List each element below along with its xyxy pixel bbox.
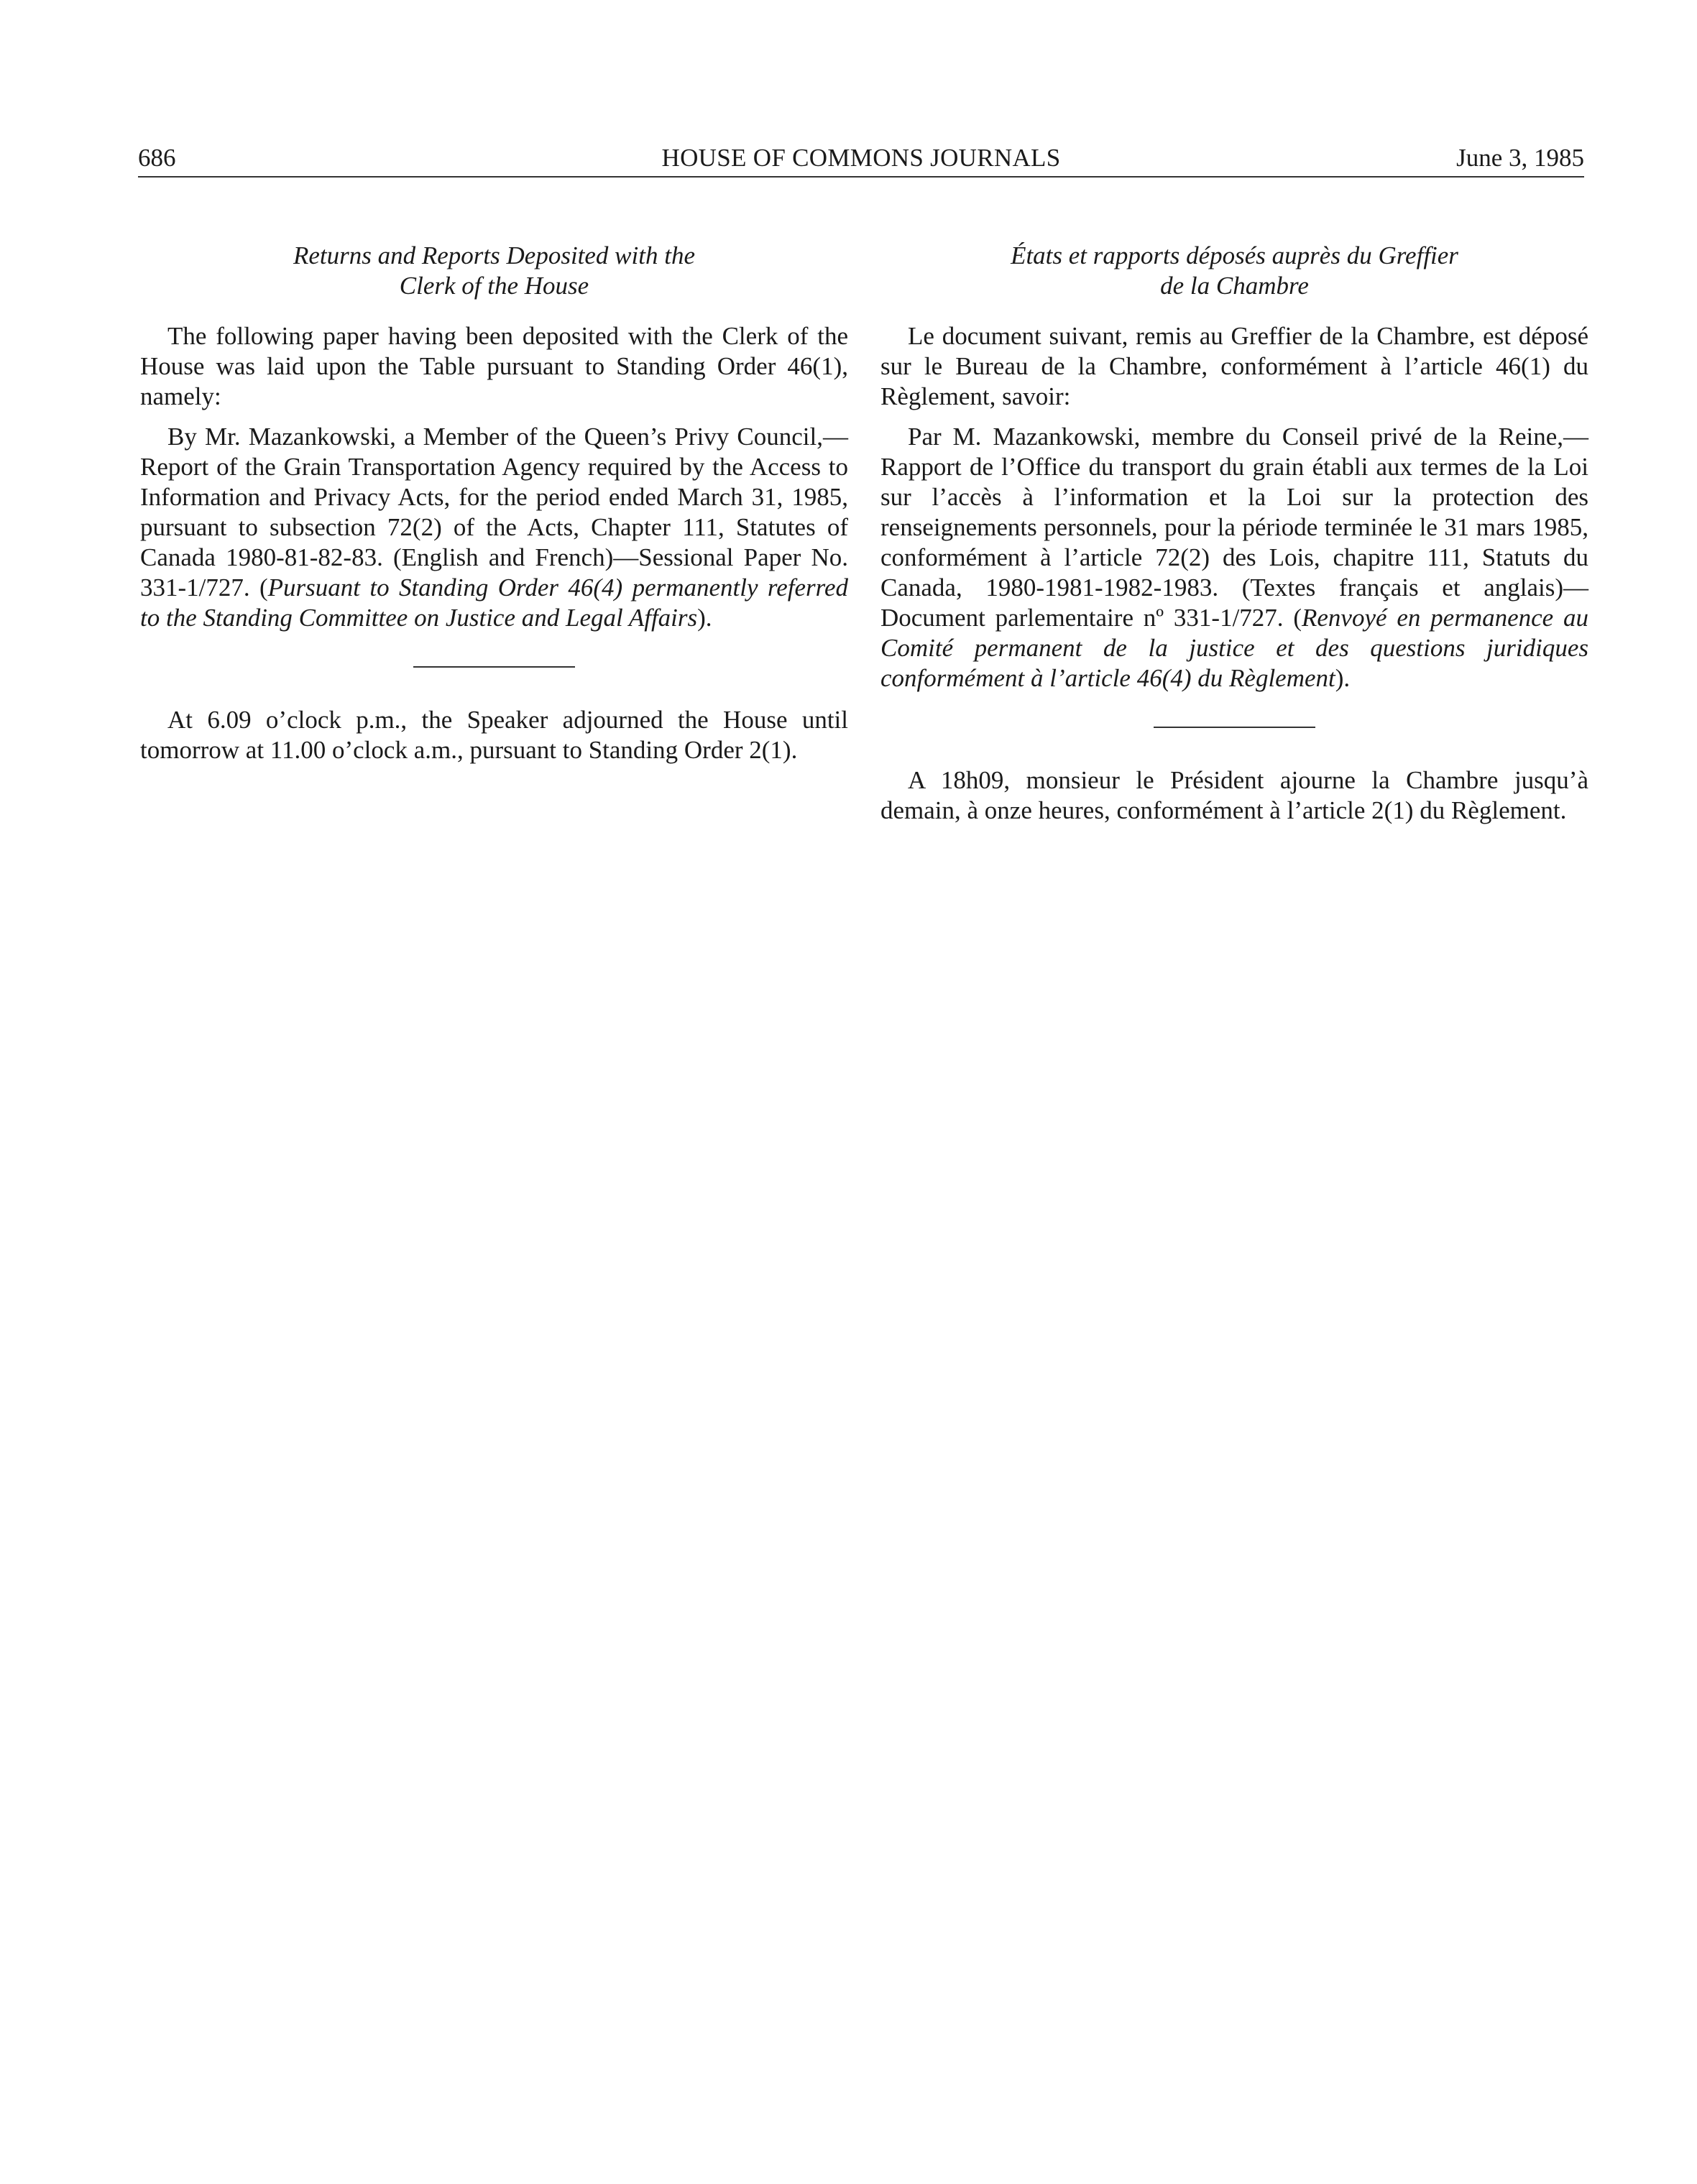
french-section-title-line1: États et rapports déposés auprès du Greffier [1011, 241, 1458, 269]
page-header [138, 141, 1584, 175]
french-divider [1154, 727, 1315, 728]
english-section-title-line2: Clerk of the House [399, 272, 589, 300]
journal-date: June 3, 1985 [1456, 144, 1584, 172]
english-column [140, 241, 848, 775]
english-adjournment-paragraph: At 6.09 o’clock p.m., the Speaker adjourned the House until tomorrow at 11.00 o’clock a.m., pursuant to Standing Order 2(1). [140, 706, 848, 764]
english-section-title-line1: Returns and Reports Deposited with the [293, 241, 695, 269]
english-report-paragraph [140, 422, 848, 633]
journal-title: HOUSE OF COMMONS JOURNALS [661, 144, 1061, 172]
french-adjournment-paragraph: A 18h09, monsieur le Président ajourne la Chambre jusqu’à demain, à onze heures, conformément à l’article 2(1) du Règlement. [880, 766, 1588, 824]
french-intro-paragraph: Le document suivant, remis au Greffier de la Chambre, est déposé sur le Bureau de la Chambre, conformément à l’article 46(1) du Règlement, savoir: [880, 322, 1588, 410]
page-number: 686 [138, 144, 176, 172]
english-section-title [140, 241, 848, 301]
english-report-end: ). [697, 604, 712, 632]
english-referral-text: Pursuant to Standing Order 46(4) permanently referred to the Standing Committee on Justice and Legal Affairs [140, 573, 848, 632]
french-section-title-line2: de la Chambre [1160, 272, 1309, 300]
english-report-text: By Mr. Mazankowski, a Member of the Queen’s Privy Council,—Report of the Grain Transportation Agency required by the Access to Information and Privacy Acts, for the period ended March 31, 1985, pursuant to subsection 72(2) of the Acts, Chapter 111, Statutes of Canada 1980-81-82-83. (English and French)—Sessional Paper No. 331-1/727. ( [140, 423, 848, 602]
french-referral-text: Renvoyé en permanence au Comité permanent de la justice et des questions juridiques conformément à l’article 46(4) du Règlement [880, 604, 1589, 692]
french-report-end: ). [1335, 664, 1351, 692]
english-divider [413, 666, 575, 668]
english-intro-paragraph: The following paper having been deposited with the Clerk of the House was laid upon the Table pursuant to Standing Order 46(1), namely: [140, 322, 848, 410]
french-column [880, 241, 1588, 836]
french-report-paragraph [880, 422, 1588, 694]
french-section-title [880, 241, 1588, 301]
french-report-text: Par M. Mazankowski, membre du Conseil privé de la Reine,—Rapport de l’Office du transport du grain établi aux termes de la Loi sur l’accès à l’information et la Loi sur la protection des renseignements personnels, pour la période terminée le 31 mars 1985, conformément à l’article 72(2) des Lois, chapitre 111, Statuts du Canada, 1980-1981-1982-1983. (Textes français et anglais)—Document parlementaire nº 331-1/727. ( [880, 423, 1588, 632]
header-rule [138, 176, 1584, 178]
